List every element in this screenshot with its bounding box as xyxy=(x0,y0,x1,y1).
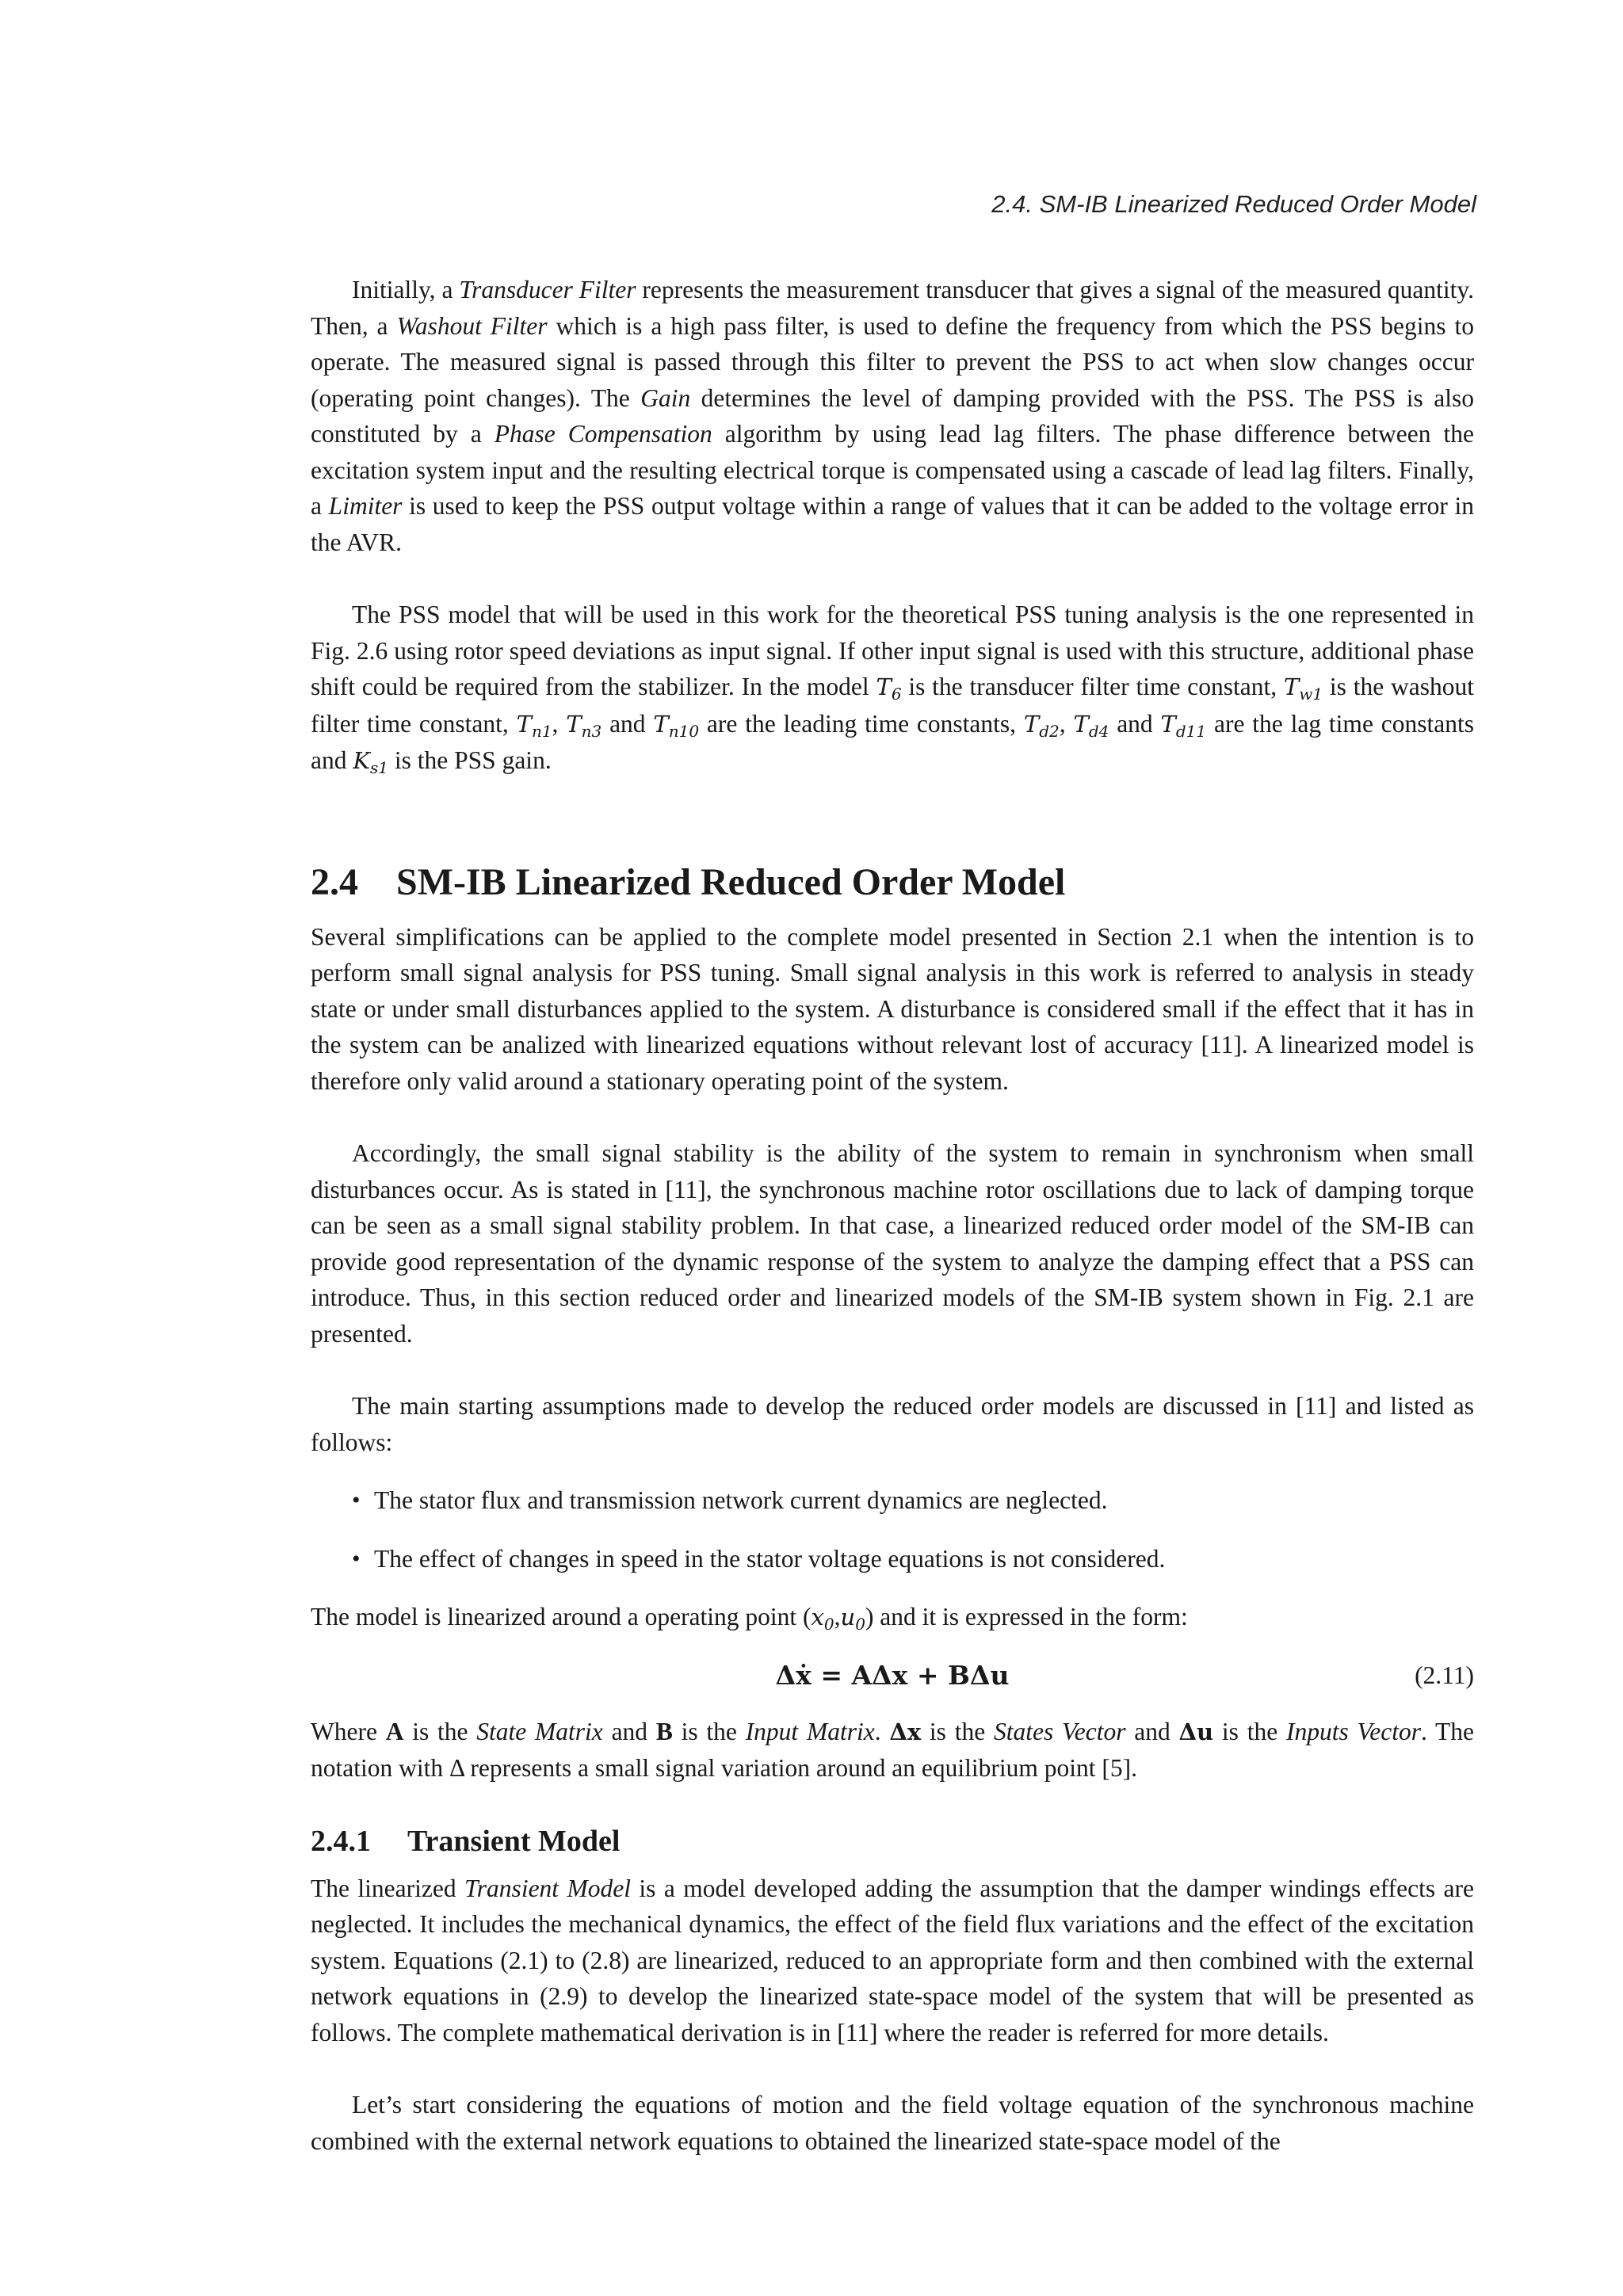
text: and xyxy=(1109,709,1161,738)
subsection-number: 2.4.1 xyxy=(311,1824,371,1858)
symbol-b: B xyxy=(655,1717,673,1745)
bullet-icon: • xyxy=(352,1545,361,1572)
symbol-td11: $T_{d11}$ xyxy=(1160,710,1207,741)
symbol-tn1: $T_{n1}$ xyxy=(516,710,552,741)
page-body xyxy=(311,272,1474,2159)
equation-body: Δẋ = AΔx + BΔu xyxy=(775,1659,1010,1691)
section-title: SM-IB Linearized Reduced Order Model xyxy=(396,860,1066,903)
symbol-delta-u: Δu xyxy=(1178,1718,1214,1745)
text: are the leading time constants, xyxy=(699,709,1024,738)
symbol-a: A xyxy=(385,1717,404,1745)
term-transient-model: Transient Model xyxy=(464,1874,631,1902)
running-header: 2.4. SM-IB Linearized Reduced Order Model xyxy=(991,190,1476,218)
equation-2-11 xyxy=(311,1653,1474,1698)
text: The linearized xyxy=(311,1874,465,1902)
text: . The notation with xyxy=(311,1717,1475,1782)
text: , xyxy=(552,709,567,738)
symbol-delta: Δ xyxy=(449,1754,464,1782)
bullet-icon: • xyxy=(352,1487,361,1513)
paragraph-equations-of-motion: Let’s start considering the equations of motion and the field voltage equation of the synchronous machine combined with the external network equations to obtained the linearized state-space model of the xyxy=(311,2091,1474,2155)
symbol-tw1: $T_{w1}$ xyxy=(1283,673,1323,704)
list-item-text: The effect of changes in speed in the stator voltage equations is not considered. xyxy=(374,1544,1166,1573)
term-transducer-filter: Transducer Filter xyxy=(459,276,636,303)
paragraph-small-signal-stability: Accordingly, the small signal stability is the ability of the system to remain in synchronism when small disturbances occur. As is stated in [11], the synchronous machine rotor oscillations due to lack of damping torque can be seen as a small signal stability problem. In that case, a linearized reduced order model of the SM-IB can provide good representation of the dynamic response of the system to analyze the damping effect that a PSS can introduce. Thus, in this section reduced order and linearized models of the SM-IB system shown in Fig. 2.1 are presented. xyxy=(311,1139,1474,1348)
text: is the washout filter time constant, xyxy=(311,673,1475,738)
text: is the PSS gain. xyxy=(388,746,552,774)
text: is the transducer filter time constant, xyxy=(901,673,1284,700)
text: is the xyxy=(403,1717,477,1745)
text: and xyxy=(1125,1717,1179,1745)
text: determines the level of damping provided with the PSS. The PSS is also constituted by a xyxy=(311,383,1474,448)
text: Initially, a xyxy=(352,276,460,303)
term-state-matrix: State Matrix xyxy=(476,1717,603,1745)
text: is the xyxy=(1213,1717,1286,1745)
text: is a model developed adding the assumption that the damper windings effects are neglected. It includes the mechanical dynamics, the effect of the field flux variations and the effect of the excitation system. Equations (2.1) to (2.8) are linearized, reduced to an appropriate form and then combined with the external network equations in (2.9) to develop the linearized state-space model of the system that will be presented as follows. The complete mathematical derivation is in [11] where the reader is referred for more details. xyxy=(311,1874,1474,2046)
paragraph-simplifications: Several simplifications can be applied to the complete model presented in Section 2.1 when the intention is to perform small signal analysis for PSS tuning. Small signal analysis in this work is referred to analysis in steady state or under small disturbances applied to the system. A disturbance is considered small if the effect that it has in the system can be analized with linearized equations without relevant lost of accuracy [11]. A linearized model is therefore only valid around a stationary operating point of the system. xyxy=(311,922,1474,1095)
subsection-heading xyxy=(311,1821,1474,1861)
text: are the lag time constants and xyxy=(311,709,1474,774)
text: Where xyxy=(311,1717,386,1745)
paragraph-transient-model xyxy=(311,1871,1474,2051)
text: which is a high pass filter, is used to define the frequency from which the PSS begins to operate. The measured signal is passed through this filter to prevent the PSS to act when slow changes occur (operating point changes). The xyxy=(311,311,1474,412)
list-item-text: The stator flux and transmission network current dynamics are neglected. xyxy=(374,1486,1108,1514)
symbol-x0: $x_0$ xyxy=(811,1604,834,1634)
term-input-matrix: Input Matrix xyxy=(745,1717,875,1745)
term-gain: Gain xyxy=(640,383,691,412)
text: , xyxy=(834,1603,841,1630)
section-number: 2.4 xyxy=(311,860,358,903)
paragraph-linearization xyxy=(311,1599,1474,1636)
list-item xyxy=(311,1541,1474,1577)
text: is used to keep the PSS output voltage within a range of values that it can be added to the voltage error in the AVR. xyxy=(311,492,1475,556)
term-washout-filter: Washout Filter xyxy=(396,311,548,340)
section-heading xyxy=(311,859,1474,906)
paragraph-matrices xyxy=(311,1714,1474,1787)
paragraph-assumptions-intro: The main starting assumptions made to develop the reduced order models are discussed in [11] and listed as follows: xyxy=(311,1392,1474,1456)
term-phase-compensation: Phase Compensation xyxy=(494,420,712,448)
text: The model is linearized around a operating point ( xyxy=(311,1603,812,1630)
text: is the xyxy=(921,1717,994,1745)
symbol-delta-x: Δx xyxy=(889,1718,922,1745)
term-states-vector: States Vector xyxy=(993,1717,1126,1745)
text: represents a small signal variation around an equilibrium point [5]. xyxy=(464,1754,1137,1782)
symbol-ks1: $K_{s1}$ xyxy=(353,747,389,777)
term-inputs-vector: Inputs Vector xyxy=(1285,1717,1421,1745)
symbol-tn3: $T_{n3}$ xyxy=(566,710,602,741)
symbol-t6: $T_6$ xyxy=(876,673,902,704)
text: algorithm by using lead lag filters. The phase difference between the excitation system input and the resulting electrical torque is compensated using a cascade of lead lag filters. Finally, a xyxy=(311,420,1474,520)
paragraph-pss-components xyxy=(311,272,1474,560)
text: and xyxy=(602,1717,656,1745)
equation-number: (2.11) xyxy=(1415,1661,1474,1689)
text: , xyxy=(1059,709,1074,738)
paragraph-pss-model xyxy=(311,597,1474,780)
symbol-td4: $T_{d4}$ xyxy=(1073,710,1109,741)
term-limiter: Limiter xyxy=(328,492,403,520)
symbol-td2: $T_{d2}$ xyxy=(1023,710,1060,741)
text: and xyxy=(601,709,654,738)
subsection-title: Transient Model xyxy=(407,1824,621,1858)
symbol-tn10: $T_{n10}$ xyxy=(653,710,700,741)
text: represents the measurement transducer that gives a signal of the measured quantity. Then, a xyxy=(311,276,1474,340)
assumptions-list xyxy=(311,1482,1474,1577)
symbol-u0: $u_0$ xyxy=(840,1604,865,1634)
text: is the xyxy=(672,1717,746,1745)
list-item xyxy=(311,1482,1474,1519)
text: The PSS model that will be used in this work for the theoretical PSS tuning analysis is the one represented in Fig. 2.6 using rotor speed deviations as input signal. If other input signal is used with this structure, additional phase shift could be required from the stabilizer. In the model xyxy=(311,601,1474,700)
text: . xyxy=(874,1717,890,1745)
text: ) and it is expressed in the form: xyxy=(865,1603,1188,1630)
